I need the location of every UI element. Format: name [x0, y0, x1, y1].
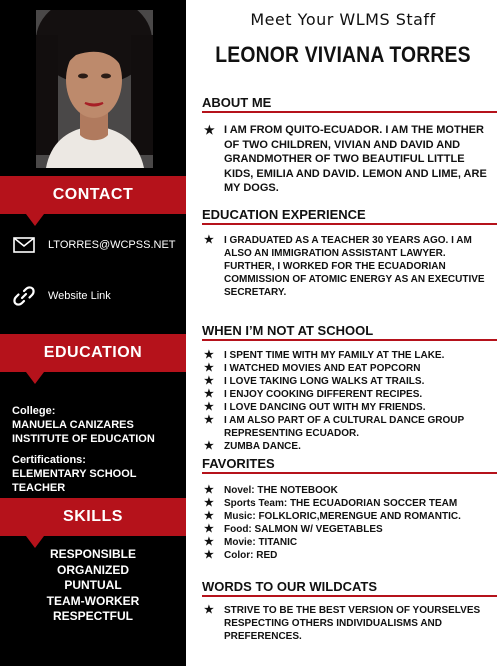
list-item: [204, 604, 494, 643]
star-bullet-icon: ★: [204, 362, 214, 374]
email-address[interactable]: LTORRES@WCPSS.NET: [48, 239, 176, 251]
cert-line2: TEACHER: [12, 482, 66, 494]
list-item: ★ Food: SALMON W/ VEGETABLES: [204, 523, 383, 535]
words-body: [204, 604, 494, 643]
list-item: [204, 123, 494, 196]
skills-heading: SKILLS: [63, 508, 123, 525]
about-body: [204, 123, 494, 196]
list-item: ★ ZUMBA DANCE.: [204, 440, 301, 452]
website-contact[interactable]: [12, 285, 111, 307]
list-item: ★ I SPENT TIME WITH MY FAMILY AT THE LAKE.: [204, 349, 445, 361]
not-at-school-list: [204, 349, 494, 453]
cert-line1: ELEMENTARY SCHOOL: [12, 468, 137, 480]
star-bullet-icon: ★: [204, 440, 214, 452]
college-name-line1: MANUELA CANIZARES: [12, 419, 134, 431]
sidebar: [0, 0, 186, 666]
envelope-icon: [12, 234, 36, 256]
college-label: College:: [12, 405, 56, 417]
about-heading: ABOUT ME: [202, 95, 497, 113]
favorites-list: [204, 484, 494, 562]
education-text: I GRADUATED AS A TEACHER 30 YEARS AGO. I AM ALSO AN IMMIGRATION ASSISTANT LAWYER. FURTHER, I WORKED FOR THE ECUADORIAN COMMISSION OF ATOMIC ENERGY AS AN EXECUTIVE SECRETARY.: [224, 235, 485, 298]
education-heading: EDUCATION: [43, 344, 143, 361]
list-item: ★ Movie: TITANIC: [204, 536, 298, 548]
list-item: ★ Sports Team: THE ECUADORIAN SOCCER TEAM: [204, 497, 458, 509]
list-item: ★ Color: RED: [204, 549, 278, 561]
skill-item: PUNTUAL: [64, 578, 122, 592]
skill-item: ORGANIZED: [57, 562, 129, 577]
college-name-line2: INSTITUTE OF EDUCATION: [12, 433, 155, 445]
profile-photo: [36, 10, 153, 168]
staff-title: Meet Your WLMS Staff: [250, 10, 436, 29]
skills-banner: [0, 498, 186, 536]
education-body: [204, 234, 494, 299]
star-bullet-icon: ★: [204, 401, 214, 413]
list-item: ★ Novel: THE NOTEBOOK: [204, 484, 338, 496]
star-bullet-icon: ★: [204, 375, 214, 387]
website-link[interactable]: Website Link: [48, 290, 111, 302]
star-bullet-icon: ★: [204, 604, 214, 616]
star-bullet-icon: ★: [204, 536, 214, 548]
star-bullet-icon: ★: [204, 388, 214, 400]
not-at-school-heading: WHEN I’M NOT AT SCHOOL: [202, 323, 497, 341]
about-text: I AM FROM QUITO-ECUADOR. I AM THE MOTHER OF TWO CHILDREN, VIVIAN AND DAVID AND GRANDMOTHER OF TWO BEAUTIFUL LITTLE KIDS, EMILIA AND DAVID. LEMON AND LIME, ARE MY DOGS.: [224, 124, 487, 194]
star-bullet-icon: ★: [204, 497, 214, 509]
list-item: ★ I ENJOY COOKING DIFFERENT RECIPES.: [204, 388, 423, 400]
star-bullet-icon: ★: [204, 414, 214, 426]
words-text: STRIVE TO BE THE BEST VERSION OF YOURSELVES RESPECTING OTHERS INDIVIDUALISMS AND PREFERENCES.: [224, 605, 481, 642]
skill-item: TEAM-WORKER: [46, 593, 140, 608]
star-bullet-icon: ★: [204, 549, 214, 561]
main-content: [186, 0, 500, 666]
star-bullet-icon: ★: [204, 234, 214, 246]
certification-info: [12, 453, 182, 495]
star-bullet-icon: ★: [204, 523, 214, 535]
college-info: [12, 404, 182, 446]
list-item: ★ I LOVE TAKING LONG WALKS AT TRAILS.: [204, 375, 425, 387]
link-icon: [12, 285, 36, 307]
contact-banner: [0, 176, 186, 214]
list-item: ★ I WATCHED MOVIES AND EAT POPCORN: [204, 362, 421, 374]
skill-item: RESPONSIBLE: [49, 547, 136, 561]
list-item: [204, 234, 494, 299]
star-bullet-icon: ★: [204, 123, 215, 137]
star-bullet-icon: ★: [204, 484, 214, 496]
words-heading: WORDS TO OUR WILDCATS: [202, 579, 497, 597]
cert-label: Certifications:: [12, 454, 86, 466]
skill-item: RESPECTFUL: [52, 609, 133, 623]
list-item: ★ Music: FOLKLORIC,MERENGUE AND ROMANTIC.: [204, 510, 461, 522]
contact-heading: CONTACT: [52, 186, 134, 203]
list-item: ★ I LOVE DANCING OUT WITH MY FRIENDS.: [204, 401, 426, 413]
staff-name: LEONOR VIVIANA TORRES: [215, 42, 471, 67]
education-banner: [0, 334, 186, 372]
skills-list: [0, 547, 186, 625]
education-experience-heading: EDUCATION EXPERIENCE: [202, 207, 497, 225]
email-contact[interactable]: [12, 234, 176, 256]
star-bullet-icon: ★: [204, 349, 214, 361]
list-item: ★ I AM ALSO PART OF A CULTURAL DANCE GROUP REPRESENTING ECUADOR.: [204, 414, 464, 439]
favorites-heading: FAVORITES: [202, 456, 497, 474]
star-bullet-icon: ★: [204, 510, 214, 522]
